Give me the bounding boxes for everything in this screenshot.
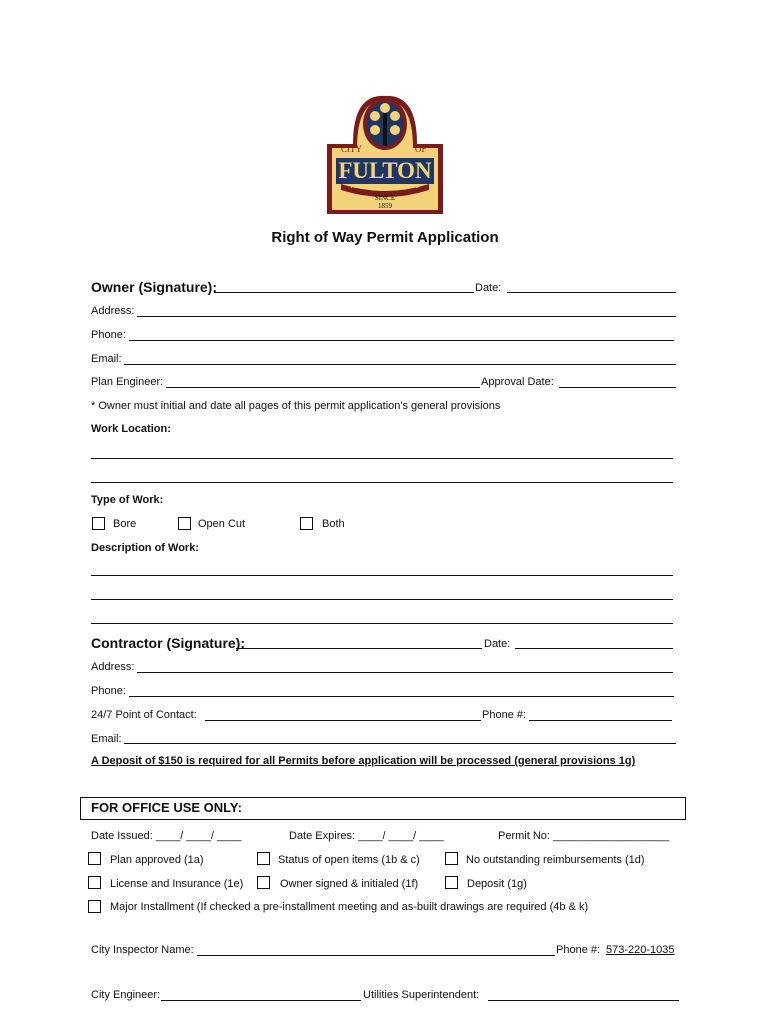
owner-phone-label: Phone: [91,329,126,341]
point-of-contact-line[interactable] [205,720,481,721]
owner-signed-label: Owner signed & initialed (1f) [280,878,419,890]
status-open-items-label: Status of open items (1b & c) [278,854,420,866]
contact-phone-label: Phone #: [482,709,527,721]
permit-no-field[interactable]: Permit No: ___________________ [498,830,670,842]
description-line-2[interactable] [91,599,673,600]
both-label: Both [322,518,345,530]
owner-address-label: Address: [91,305,135,317]
logo-since-text: SINCE [374,194,396,202]
logo-city-text: CITY [341,144,362,154]
work-location-line-2[interactable] [91,482,673,483]
inspector-phone-label: Phone #: [556,944,601,956]
deposit-label: Deposit (1g) [467,878,527,890]
point-of-contact-label: 24/7 Point of Contact: [91,709,197,721]
plan-approved-checkbox[interactable] [88,852,101,865]
owner-address-line[interactable] [137,316,676,317]
contractor-date-line[interactable] [515,648,673,649]
description-label: Description of Work: [91,542,199,554]
logo-year-text: 1859 [378,202,392,210]
owner-signature-label: Owner (Signature): [91,279,218,295]
owner-signature-line[interactable] [214,292,474,293]
open-cut-checkbox[interactable] [178,517,191,530]
contractor-signature-label: Contractor (Signature): [91,635,245,651]
owner-date-line[interactable] [507,292,676,293]
both-checkbox[interactable] [300,517,313,530]
contractor-date-label: Date: [484,638,511,650]
contractor-address-line[interactable] [137,672,673,673]
contractor-address-label: Address: [91,661,135,673]
status-open-items-checkbox[interactable] [257,852,270,865]
plan-engineer-line[interactable] [166,387,480,388]
owner-signed-checkbox[interactable] [257,876,270,889]
contractor-phone-label: Phone: [91,685,126,697]
description-line-3[interactable] [91,623,673,624]
city-logo [323,94,448,218]
work-location-label: Work Location: [91,423,171,435]
office-use-header: FOR OFFICE USE ONLY: [91,800,242,815]
no-outstanding-label: No outstanding reimbursements (1d) [466,854,645,866]
inspector-phone-value: 573-220-1035 [606,944,675,956]
owner-note: * Owner must initial and date all pages of this permit application's general provisions [91,400,501,412]
city-inspector-label: City Inspector Name: [91,944,194,956]
work-location-line-1[interactable] [91,458,673,459]
contractor-phone-line[interactable] [129,696,674,697]
contractor-signature-line[interactable] [236,648,482,649]
deposit-notice: A Deposit of $150 is required for all Permits before application will be processed (general provisions 1g) [91,755,636,767]
owner-email-line[interactable] [124,364,676,365]
city-inspector-line[interactable] [197,955,555,956]
plan-approved-label: Plan approved (1a) [110,854,204,866]
owner-phone-line[interactable] [129,340,674,341]
major-installment-checkbox[interactable] [88,900,101,913]
city-engineer-line[interactable] [161,1000,361,1001]
description-line-1[interactable] [91,575,673,576]
bore-checkbox[interactable] [92,517,105,530]
approval-date-label: Approval Date: [481,376,554,388]
logo-name-text: FULTON [338,158,432,183]
bore-label: Bore [113,518,137,530]
contractor-email-line[interactable] [124,743,676,744]
no-outstanding-checkbox[interactable] [445,852,458,865]
license-insurance-checkbox[interactable] [88,876,101,889]
approval-date-line[interactable] [559,387,676,388]
utilities-superintendent-line[interactable] [488,1000,679,1001]
plan-engineer-label: Plan Engineer: [91,376,164,388]
type-of-work-label: Type of Work: [91,494,164,506]
page-title: Right of Way Permit Application [271,229,499,246]
major-installment-label: Major Installment (If checked a pre-installment meeting and as-built drawings are required (4b & k) [110,901,589,913]
open-cut-label: Open Cut [198,518,246,530]
deposit-checkbox[interactable] [445,876,458,889]
date-issued-field[interactable]: Date Issued: ____/ ____/ ____ [91,830,242,842]
owner-date-label: Date: [475,282,502,294]
owner-email-label: Email: [91,353,122,365]
license-insurance-label: License and Insurance (1e) [110,878,244,890]
contact-phone-line[interactable] [529,720,672,721]
city-engineer-label: City Engineer: [91,989,161,1001]
logo-banner-text: PROUDLY SERVING YOU [350,184,420,190]
utilities-superintendent-label: Utilities Superintendent: [363,989,480,1001]
contractor-email-label: Email: [91,733,122,745]
logo-of-text: OF [415,144,427,154]
date-expires-field[interactable]: Date Expires: ____/ ____/ ____ [289,830,444,842]
